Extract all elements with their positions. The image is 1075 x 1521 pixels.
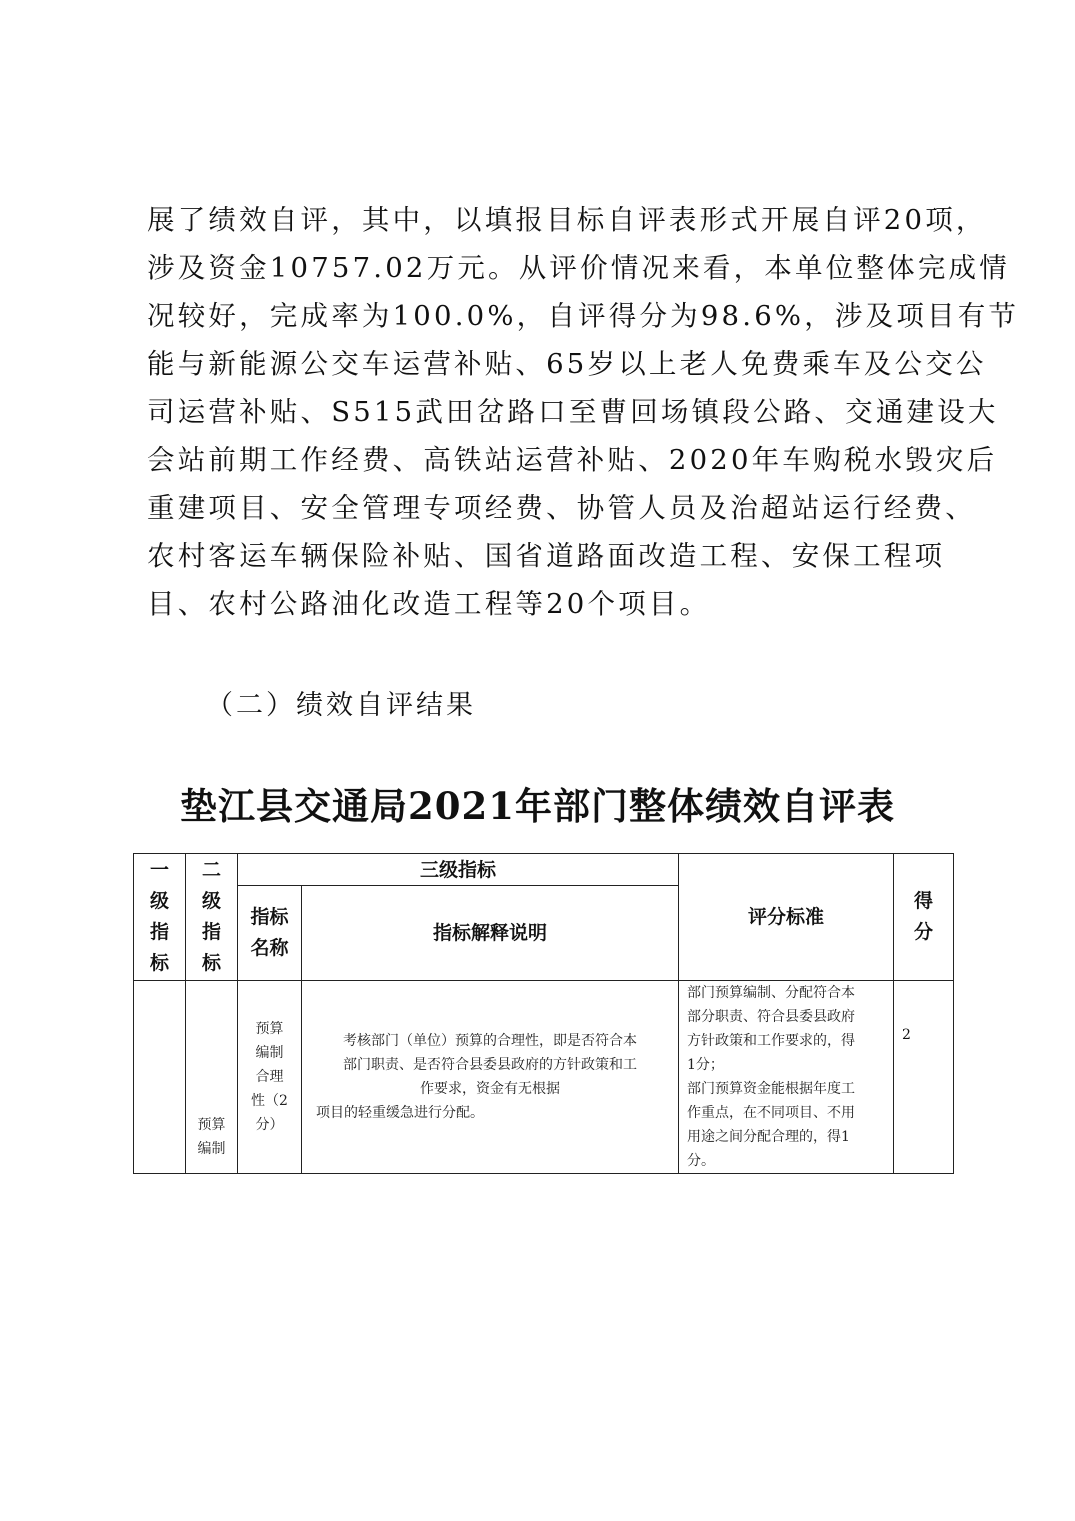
table-row <box>134 981 954 1174</box>
cell-score: 2 <box>894 981 954 1174</box>
body-paragraph <box>147 196 1020 628</box>
paragraph-line: 重建项目、安全管理专项经费、协管人员及治超站运行经费、 <box>147 492 976 524</box>
paragraph-line: 农村客运车辆保险补贴、国省道路面改造工程、安保工程项 <box>147 540 946 572</box>
paragraph-line: 能与新能源公交车运营补贴、65岁以上老人免费乘车及公交公 <box>147 348 987 380</box>
header-indicator-name: 指标 名称 <box>238 886 302 981</box>
header-row-1 <box>134 854 954 886</box>
cell-explanation: 考核部门（单位）预算的合理性，即是否符合本 部门职责、是否符合县委县政府的方针政策和工 作要求，资金有无根据 项目的轻重缓急进行分配。 <box>302 981 679 1174</box>
paragraph-line: 涉及资金10757.02万元。从评价情况来看，本单位整体完成情 <box>147 252 1010 284</box>
paragraph-line: 司运营补贴、S515武田岔路口至曹回场镇段公路、交通建设大 <box>147 396 999 428</box>
section-subheading: （二）绩效自评结果 <box>206 690 476 721</box>
header-level3: 三级指标 <box>238 854 679 886</box>
table-title: 垫江县交通局2021年部门整体绩效自评表 <box>180 784 895 828</box>
header-scoring-standard: 评分标准 <box>679 854 894 981</box>
header-indicator-explanation: 指标解释说明 <box>302 886 679 981</box>
paragraph-line: 目、农村公路油化改造工程等20个项目。 <box>147 588 711 620</box>
paragraph-line: 况较好，完成率为100.0%，自评得分为98.6%，涉及项目有节 <box>147 300 1020 332</box>
performance-table <box>133 853 954 1174</box>
header-level2: 二 级 指 标 <box>186 854 238 981</box>
cell-level2: 预算 编制 <box>186 981 238 1174</box>
paragraph-line: 会站前期工作经费、高铁站运营补贴、2020年车购税水毁灾后 <box>147 444 998 476</box>
cell-scoring-criteria: 部门预算编制、分配符合本 部分职责、符合县委县政府 方针政策和工作要求的，得 1分； 部门预算资金能根据年度工 作重点，在不同项目、不用 用途之间分配合理的，得1 分。 <box>679 981 894 1174</box>
paragraph-line: 展了绩效自评，其中，以填报目标自评表形式开展自评20项， <box>147 204 987 236</box>
cell-indicator-name: 预算 编制 合理 性（2 分） <box>238 981 302 1174</box>
header-score: 得 分 <box>894 854 954 981</box>
cell-level1 <box>134 981 186 1174</box>
header-level1: 一 级 指 标 <box>134 854 186 981</box>
